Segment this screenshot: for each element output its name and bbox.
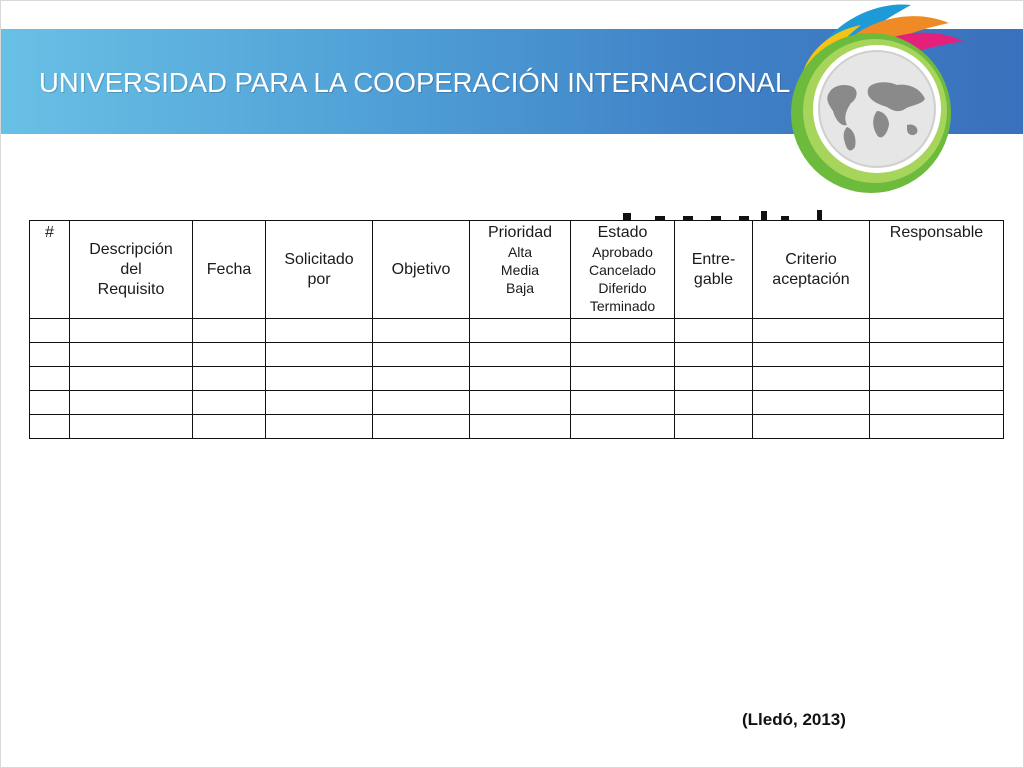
table-row <box>30 367 1004 391</box>
column-header-deliverable: Entre- gable <box>675 221 753 319</box>
column-header-objective: Objetivo <box>373 221 470 319</box>
table-cell <box>571 391 675 415</box>
table-cell <box>373 343 470 367</box>
table-cell <box>266 391 373 415</box>
table-header-row <box>30 221 1004 319</box>
table-cell <box>30 319 70 343</box>
table-cell <box>266 343 373 367</box>
table-cell <box>675 367 753 391</box>
table-cell <box>30 343 70 367</box>
table-cell <box>753 391 870 415</box>
table-cell <box>70 391 193 415</box>
column-header-acceptance-criteria: Criterio aceptación <box>753 221 870 319</box>
table-cell <box>571 319 675 343</box>
table-cell <box>571 367 675 391</box>
table-cell <box>193 415 266 439</box>
table-cell <box>70 343 193 367</box>
table-cell <box>193 343 266 367</box>
university-title: UNIVERSIDAD PARA LA COOPERACIÓN INTERNACIONAL <box>39 67 791 98</box>
table-cell <box>675 391 753 415</box>
table-cell <box>870 391 1004 415</box>
table-cell <box>373 415 470 439</box>
table-cell <box>266 319 373 343</box>
table-cell <box>266 415 373 439</box>
column-header-number: # <box>30 221 70 319</box>
table-cell <box>266 367 373 391</box>
globe-logo-icon <box>771 1 971 206</box>
table-cell <box>753 415 870 439</box>
table-row <box>30 319 1004 343</box>
table-cell <box>470 319 571 343</box>
table-cell <box>470 415 571 439</box>
table-cell <box>373 367 470 391</box>
column-header-requested-by: Solicitado por <box>266 221 373 319</box>
table-cell <box>373 319 470 343</box>
table-cell <box>753 367 870 391</box>
table-cell <box>30 391 70 415</box>
status-options: Aprobado Cancelado Diferido Terminado <box>589 244 656 314</box>
column-header-priority: Prioridad Alta Media Baja <box>470 221 571 319</box>
table-cell <box>870 415 1004 439</box>
table-cell <box>571 343 675 367</box>
table-row <box>30 343 1004 367</box>
table-cell <box>470 367 571 391</box>
table-cell <box>675 343 753 367</box>
column-header-description: Descripción del Requisito <box>70 221 193 319</box>
table-cell <box>193 319 266 343</box>
column-header-status: Estado Aprobado Cancelado Diferido Terminado <box>571 221 675 319</box>
table-cell <box>70 415 193 439</box>
table-cell <box>470 343 571 367</box>
table-row <box>30 391 1004 415</box>
column-header-date: Fecha <box>193 221 266 319</box>
table-cell <box>675 415 753 439</box>
priority-options: Alta Media Baja <box>500 244 540 296</box>
table-cell <box>753 343 870 367</box>
table-row <box>30 415 1004 439</box>
table-cell <box>193 367 266 391</box>
table-cell <box>193 391 266 415</box>
table-cell <box>30 415 70 439</box>
requirements-table <box>29 220 1004 439</box>
table-cell <box>70 367 193 391</box>
table-cell <box>373 391 470 415</box>
table-cell <box>30 367 70 391</box>
citation: (Lledó, 2013) <box>742 710 846 729</box>
table-cell <box>870 343 1004 367</box>
table-cell <box>70 319 193 343</box>
table-cell <box>753 319 870 343</box>
table-cell <box>470 391 571 415</box>
table-cell <box>675 319 753 343</box>
table-cell <box>870 367 1004 391</box>
table-cell <box>870 319 1004 343</box>
table-cell <box>571 415 675 439</box>
column-header-responsible: Responsable <box>870 221 1004 319</box>
